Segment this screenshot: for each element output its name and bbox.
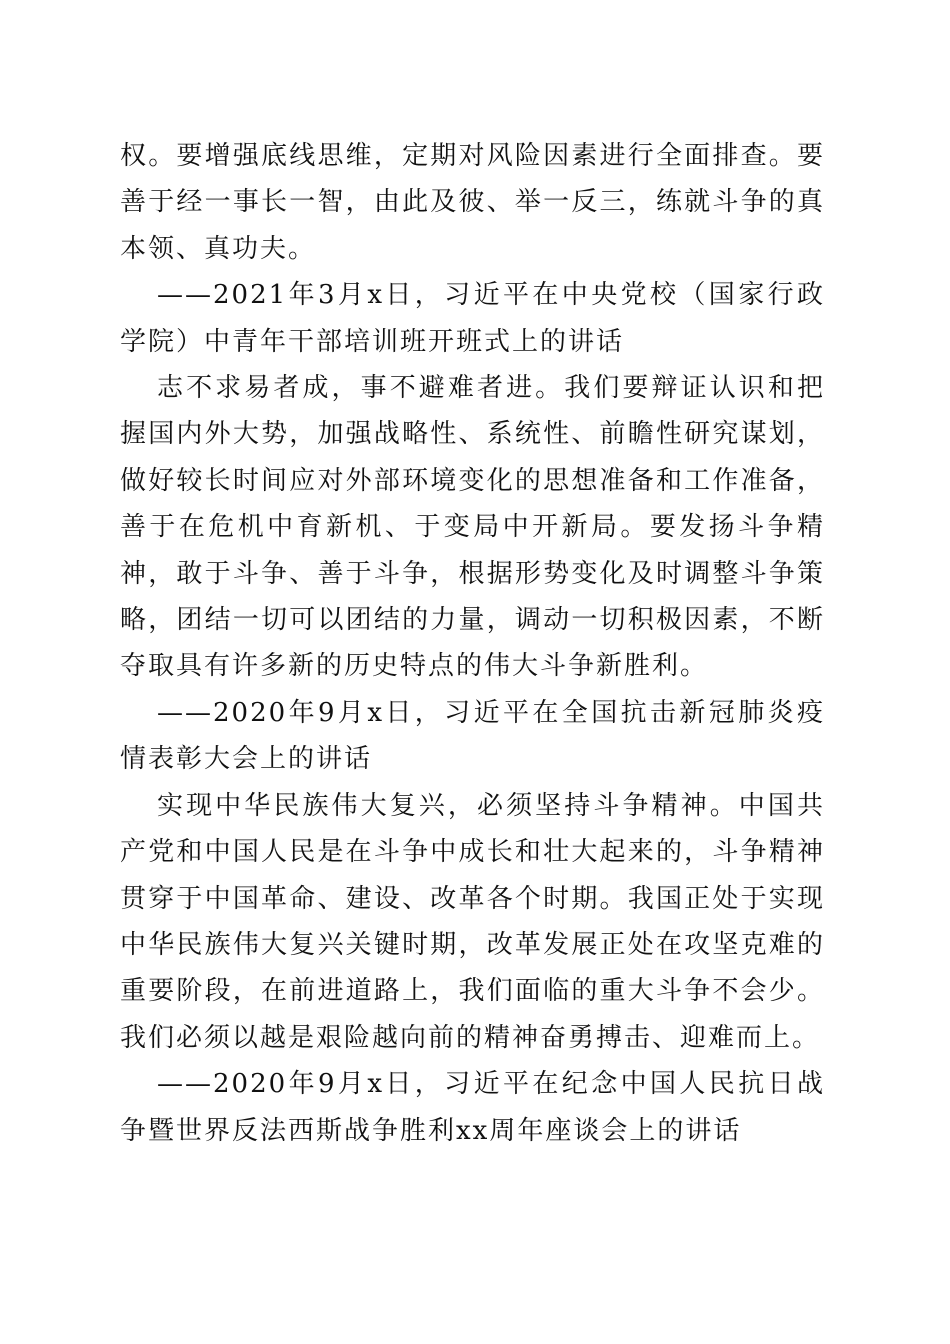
quote-paragraph: 志不求易者成，事不避难者进。我们要辩证认识和把握国内外大势，加强战略性、系统性、前瞻性研究谋划，做好较长时间应对外部环境变化的思想准备和工作准备，善于在危机中育新机、于变局中开新局。要发扬斗争精神，敢于斗争、善于斗争，根据形势变化及时调整斗争策略，团结一切可以团结的力量，调动一切积极因素，不断夺取具有许多新的历史特点的伟大斗争新胜利。 [120,373,825,682]
document-body [120,133,825,1154]
paragraph-continuation: 权。要增强底线思维，定期对风险因素进行全面排查。要善于经一事长一智，由此及彼、举一反三，练就斗争的真本领、真功夫。 [120,141,825,264]
source-attribution: ——2020年9月x日，习近平在全国抗击新冠肺炎疫情表彰大会上的讲话 [120,697,825,775]
quote-paragraph: 实现中华民族伟大复兴，必须坚持斗争精神。中国共产党和中国人民是在斗争中成长和壮大起来的，斗争精神贯穿于中国革命、建设、改革各个时期。我国正处于实现中华民族伟大复兴关键时期，改革发展正处在攻坚克难的重要阶段，在前进道路上，我们面临的重大斗争不会少。我们必须以越是艰险越向前的精神奋勇搏击、迎难而上。 [120,790,825,1053]
source-attribution: ——2021年3月x日，习近平在中央党校（国家行政学院）中青年干部培训班开班式上的讲话 [120,280,825,357]
source-attribution: ——2020年9月x日，习近平在纪念中国人民抗日战争暨世界反法西斯战争胜利xx周年座谈会上的讲话 [120,1069,825,1146]
